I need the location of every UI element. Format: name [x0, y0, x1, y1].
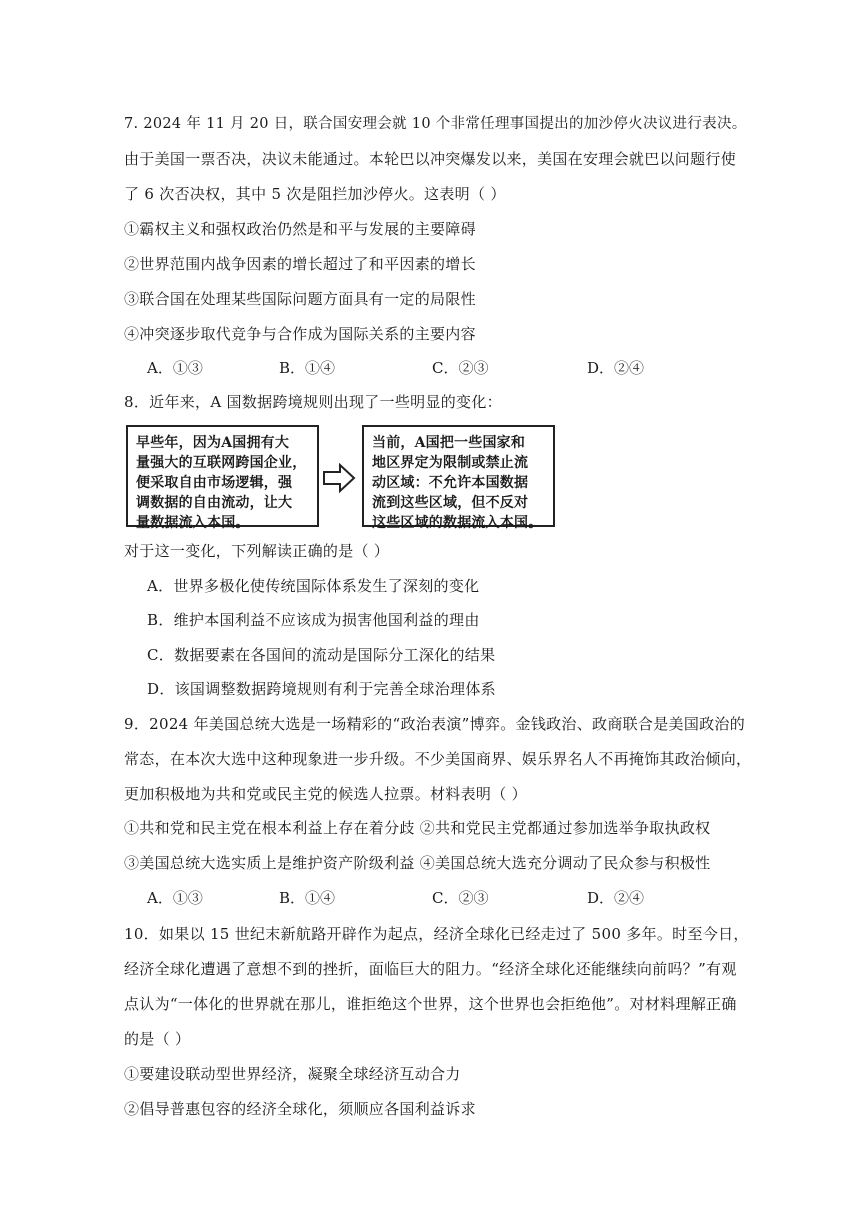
- q7-option-c[interactable]: C．②③: [432, 359, 489, 377]
- q8-box-after: [362, 425, 555, 531]
- q8-option-a[interactable]: A．世界多极化使传统国际体系发生了深刻的变化: [147, 577, 480, 595]
- q7-option-a[interactable]: A．①③: [147, 359, 203, 377]
- q10-item-2: ②倡导普惠包容的经济全球化，须顺应各国利益诉求: [124, 1100, 476, 1118]
- q7-item-1: ①霸权主义和强权政治仍然是和平与发展的主要障碍: [124, 220, 476, 238]
- q9-options: [147, 888, 707, 908]
- q7-option-b[interactable]: B．①④: [279, 359, 336, 377]
- q8-box-before-line: 调数据的自由流动，让大: [136, 495, 293, 511]
- q8-box-before: [126, 425, 319, 531]
- q9-stem-line-3: 更加积极地为共和党或民主党的候选人拉票。材料表明（ ）: [124, 785, 527, 803]
- q9-option-d[interactable]: D．②④: [587, 889, 645, 907]
- q8-option-c[interactable]: C．数据要素在各国间的流动是国际分工深化的结果: [147, 646, 496, 664]
- q8-option-d[interactable]: D．该国调整数据跨境规则有利于完善全球治理体系: [147, 680, 496, 698]
- q7-options: [147, 358, 707, 378]
- q7-stem-line-2: 由于美国一票否决，决议未能通过。本轮巴以冲突爆发以来，美国在安理会就巴以问题行使: [124, 150, 737, 168]
- q9-option-a[interactable]: A．①③: [147, 889, 203, 907]
- q7-item-3: ③联合国在处理某些国际问题方面具有一定的局限性: [124, 290, 476, 308]
- q8-box-after-line: 这些区域的数据流入本国。: [372, 515, 543, 531]
- q7-item-2: ②世界范围内战争因素的增长超过了和平因素的增长: [124, 255, 476, 273]
- right-arrow-icon: [322, 463, 356, 493]
- q8-box-after-line: 当前，A国把一些国家和: [372, 435, 526, 451]
- q8-box-after-line: 动区域：不允许本国数据: [372, 475, 529, 491]
- q8-box-before-line: 量强大的互联网跨国企业，: [136, 455, 307, 471]
- q8-stem: 8．近年来，A 国数据跨境规则出现了一些明显的变化：: [124, 393, 502, 411]
- q10-stem-line-3: 点认为“一体化的世界就在那儿，谁拒绝这个世界，这个世界也会拒绝他”。对材料理解正确: [124, 995, 737, 1013]
- q9-stem-line-2: 常态，在本次大选中这种现象进一步升级。不少美国商界、娱乐界名人不再掩饰其政治倾向，: [124, 750, 752, 768]
- q7-option-d[interactable]: D．②④: [587, 359, 645, 377]
- q7-stem-line-3: 了 6 次否决权，其中 5 次是阻拦加沙停火。这表明（ ）: [124, 185, 506, 203]
- q10-item-1: ①要建设联动型世界经济，凝聚全球经济互动合力: [124, 1065, 461, 1083]
- q8-box-before-line: 量数据流入本国。: [136, 515, 250, 531]
- q10-stem-line-2: 经济全球化遭遇了意想不到的挫折，面临巨大的阻力。“经济全球化还能继续向前吗？”有观: [124, 960, 737, 978]
- q9-option-c[interactable]: C．②③: [432, 889, 489, 907]
- q8-box-after-line: 流到这些区域，但不反对: [372, 495, 529, 511]
- q10-stem-line-4: 的是（ ）: [124, 1030, 191, 1048]
- q8-box-after-line: 地区界定为限制或禁止流: [372, 455, 529, 471]
- q8-question: 对于这一变化，下列解读正确的是（ ）: [124, 542, 390, 560]
- q9-items-row-2: ③美国总统大选实质上是维护资产阶级利益 ④美国总统大选充分调动了民众参与积极性: [124, 854, 711, 872]
- q7-item-4: ④冲突逐步取代竞争与合作成为国际关系的主要内容: [124, 325, 476, 343]
- q8-box-before-line: 便采取自由市场逻辑，强: [136, 475, 293, 491]
- q10-stem-line-1: 10．如果以 15 世纪末新航路开辟作为起点，经济全球化已经走过了 500 多年。时至今日，: [124, 925, 749, 943]
- q9-option-b[interactable]: B．①④: [279, 889, 336, 907]
- q8-option-b[interactable]: B．维护本国利益不应该成为损害他国利益的理由: [147, 611, 480, 629]
- q9-items-row-1: ①共和党和民主党在根本利益上存在着分歧 ②共和党民主党都通过参加选举争取执政权: [124, 819, 711, 837]
- q7-stem-line-1: 7. 2024 年 11 月 20 日，联合国安理会就 10 个非常任理事国提出的加沙停火决议进行表决。: [124, 116, 747, 132]
- q8-box-before-line: 早些年，因为A国拥有大: [136, 435, 290, 451]
- q9-stem-line-1: 9．2024 年美国总统大选是一场精彩的“政治表演”博弈。金钱政治、政商联合是美国政治的: [124, 715, 746, 733]
